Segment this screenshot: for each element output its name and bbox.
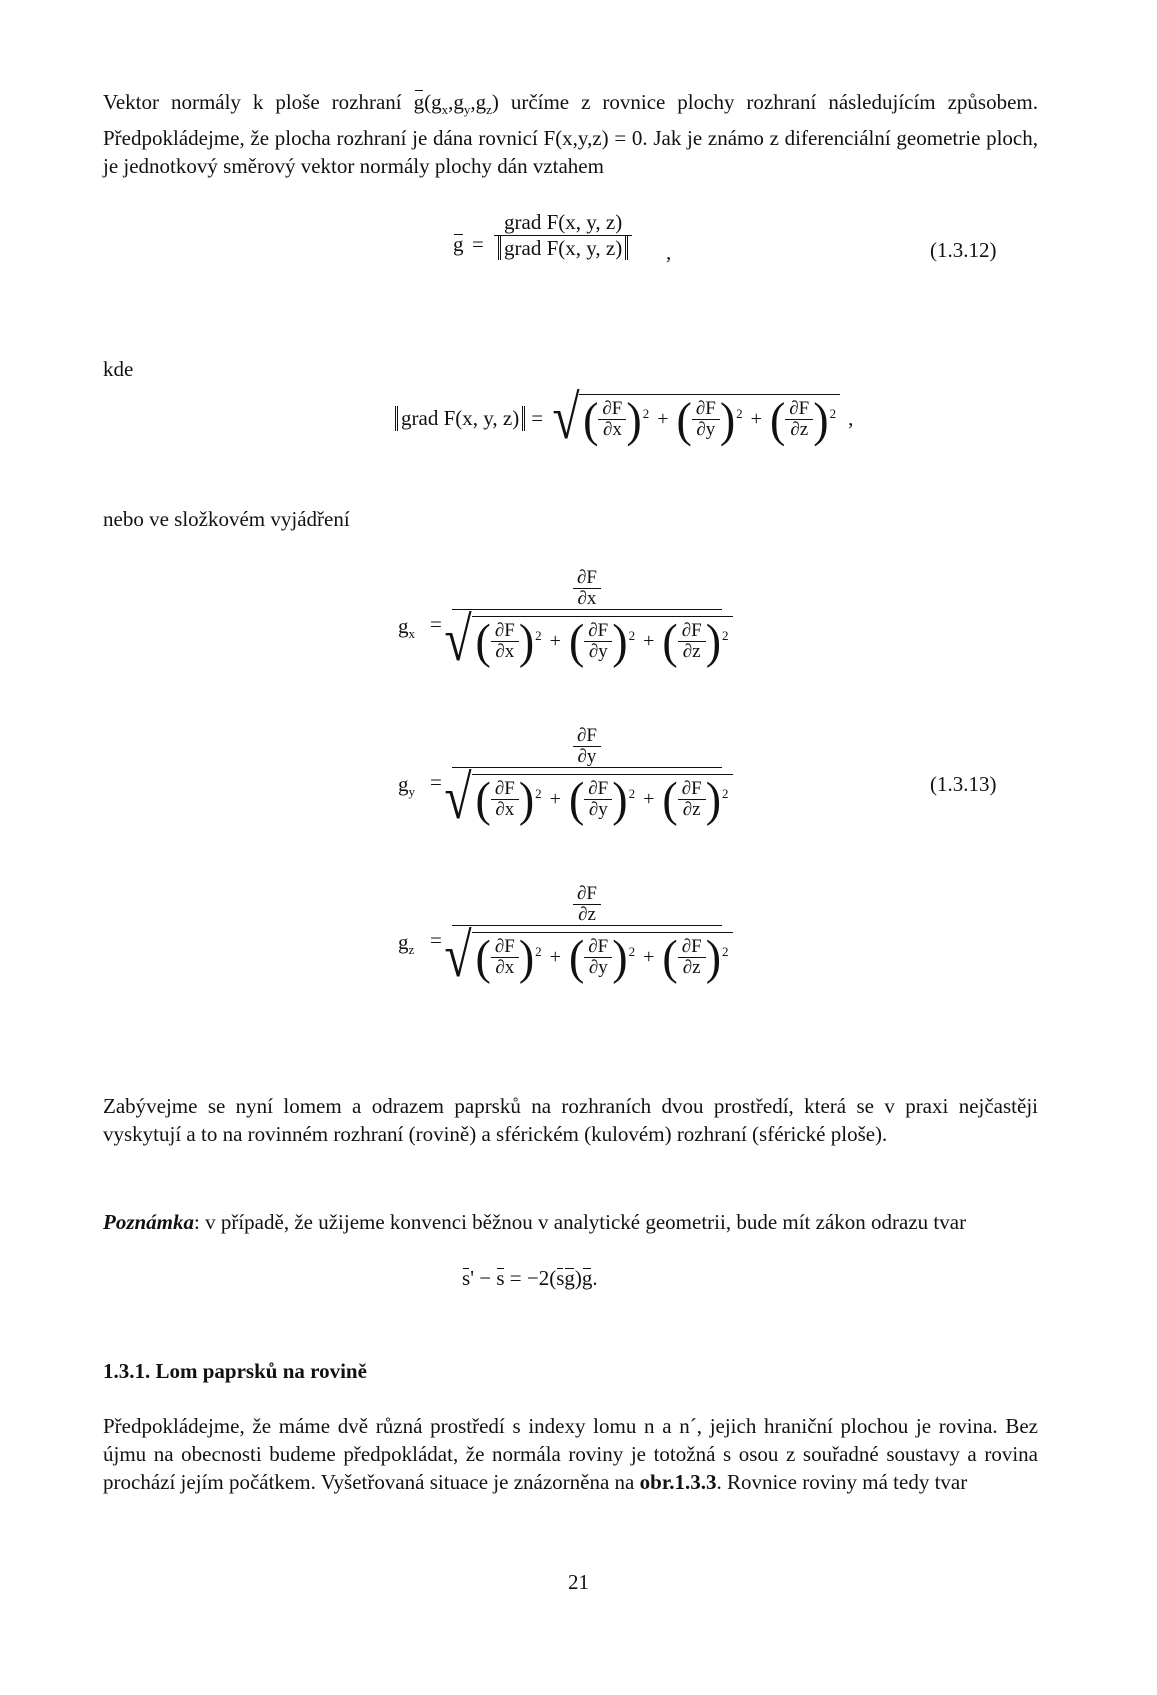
refl-equals: = −2( <box>504 1266 557 1290</box>
sub-z: z <box>486 102 492 118</box>
eq12-denominator: grad F(x, y, z) <box>498 236 628 260</box>
section-heading: 1.3.1. Lom paprsků na rovině <box>103 1359 367 1383</box>
gz-equals: = <box>430 928 442 952</box>
square-exp: 2 <box>829 405 837 421</box>
refl-prime: ' <box>470 1266 474 1290</box>
intro-text-after: určíme z rovnice plochy rozhraní následujícím způsobem. Předpokládejme, že plocha rozhraní je dána rovnicí F(x,y,z) = 0. Jak je známo z diferenciální geometrie ploch, je jednotkový směrový vektor normály plochy dán vztahem <box>103 90 1039 179</box>
eq12-fraction <box>494 210 632 261</box>
eq12-lhs: g <box>453 232 464 256</box>
note-label: Poznámka <box>103 1210 195 1234</box>
gx-equals: = <box>430 612 442 636</box>
page-number: 21 <box>568 1570 589 1594</box>
component-form-label: nebo ve složkovém vyjádření <box>103 507 350 531</box>
square-exp: 2 <box>736 405 743 421</box>
pd-den-z: ∂z <box>790 419 809 440</box>
gz-fraction <box>444 883 729 990</box>
square-exp: 2 <box>642 405 650 421</box>
plus-sign: + <box>750 408 762 430</box>
refl-g-vec: g <box>564 1266 575 1290</box>
gy-fraction <box>444 725 729 832</box>
norm-comma: , <box>848 405 854 430</box>
gx-fraction <box>444 567 729 674</box>
eq12-equals: = <box>472 232 484 256</box>
refl-minus: − <box>473 1266 497 1290</box>
p3-after: . Rovnice roviny má tedy tvar <box>716 1470 968 1494</box>
gx-symbol: $g_x$ <box>398 614 415 642</box>
p3-text: Předpokládejme, že máme dvě různá prostředí s indexy lomu n a n´, jejich hraniční plochou je rovina. Bez újmu na obecnosti budeme předpokládat, že normála roviny je totožná s osou z souřadné soustavy a rovina prochází jejím počátkem. Vyšetřovaná situace je znázorněna na <box>103 1414 1038 1494</box>
gy-symbol: $g_y$ <box>398 772 415 800</box>
pd-num: ∂F <box>695 398 716 419</box>
vector-args-comma1: ,g <box>448 90 464 114</box>
gz-symbol: $g_z$ <box>398 930 415 958</box>
eq12-label: (1.3.12) <box>930 238 997 262</box>
reflection-law-equation <box>462 1266 598 1291</box>
sqrt-symbol: √ <box>552 384 580 452</box>
pd-num: ∂F <box>789 398 810 419</box>
gx-num-dx: ∂x <box>577 588 597 609</box>
gz-denominator: √ ( ∂F ∂x ) 2 + ( ∂F ∂y ) 2 + ( ∂F ∂z ) 2 <box>437 926 736 986</box>
figure-reference: obr.1.3.3 <box>639 1470 717 1494</box>
vector-args-open: (g <box>424 90 442 114</box>
vector-args-close: ) <box>491 90 499 114</box>
sub-x: x <box>441 102 449 118</box>
refraction-intro-paragraph: Zabývejme se nyní lomem a odrazem paprsků na rozhraních dvou prostředí, která se v praxi nejčastěji vyskytují a to na rovinném rozhraní (rovině) a sférickém (kulovém) rozhraní (sférické ploše). <box>103 1094 1038 1146</box>
gz-num-dF: ∂F <box>577 883 597 904</box>
refl-close: ) <box>574 1266 582 1290</box>
gz-num-dz: ∂z <box>578 904 596 925</box>
gy-denominator: √ ( ∂F ∂x ) 2 + ( ∂F ∂y ) 2 + ( ∂F ∂z ) 2 <box>437 768 736 828</box>
refl-s-vec: s <box>496 1266 505 1290</box>
norm-lhs: grad F(x, y, z) <box>395 406 525 431</box>
intro-paragraph <box>103 88 1038 180</box>
vector-args-comma2: ,g <box>470 90 487 114</box>
gy-equals: = <box>430 770 442 794</box>
pd-den-x: ∂x <box>602 419 622 440</box>
refl-g-vec-2: g <box>581 1266 593 1290</box>
pd-den-y: ∂y <box>696 419 716 440</box>
gy-num-dy: ∂y <box>577 746 597 767</box>
gy-num-dF: ∂F <box>577 725 597 746</box>
eq12-comma: , <box>666 240 672 264</box>
refl-s-vec-2: s <box>556 1266 565 1290</box>
kde-label: kde <box>103 357 134 381</box>
refl-dot: . <box>592 1266 598 1290</box>
note-colon: : <box>194 1210 200 1234</box>
pd-num: ∂F <box>602 398 623 419</box>
plane-refraction-paragraph <box>103 1412 1038 1496</box>
intro-text: Vektor normály k ploše rozhraní <box>103 90 414 114</box>
note-paragraph <box>103 1208 1038 1236</box>
norm-radicand: ( ∂F ∂x ) 2 + ( ∂F ∂y ) 2 + ( ∂F ∂z ) 2 <box>579 394 840 443</box>
normal-vector-symbol: g <box>413 90 425 114</box>
norm-equals: = <box>531 405 544 430</box>
refl-s-prime-vec: s <box>462 1266 471 1290</box>
eq12-numerator: grad F(x, y, z) <box>504 210 623 234</box>
eq13-label: (1.3.13) <box>930 772 997 796</box>
sub-y: y <box>463 102 471 118</box>
plus-sign: + <box>657 408 669 430</box>
gx-denominator: √ ( ∂F ∂x ) 2 + ( ∂F ∂y ) 2 + ( ∂F ∂z ) 2 <box>437 610 736 670</box>
note-text: v případě, že užijeme konvenci běžnou v analytické geometrii, bude mít zákon odrazu tvar <box>199 1210 967 1234</box>
norm-equation <box>395 384 854 452</box>
gx-num-dF: ∂F <box>577 567 597 588</box>
